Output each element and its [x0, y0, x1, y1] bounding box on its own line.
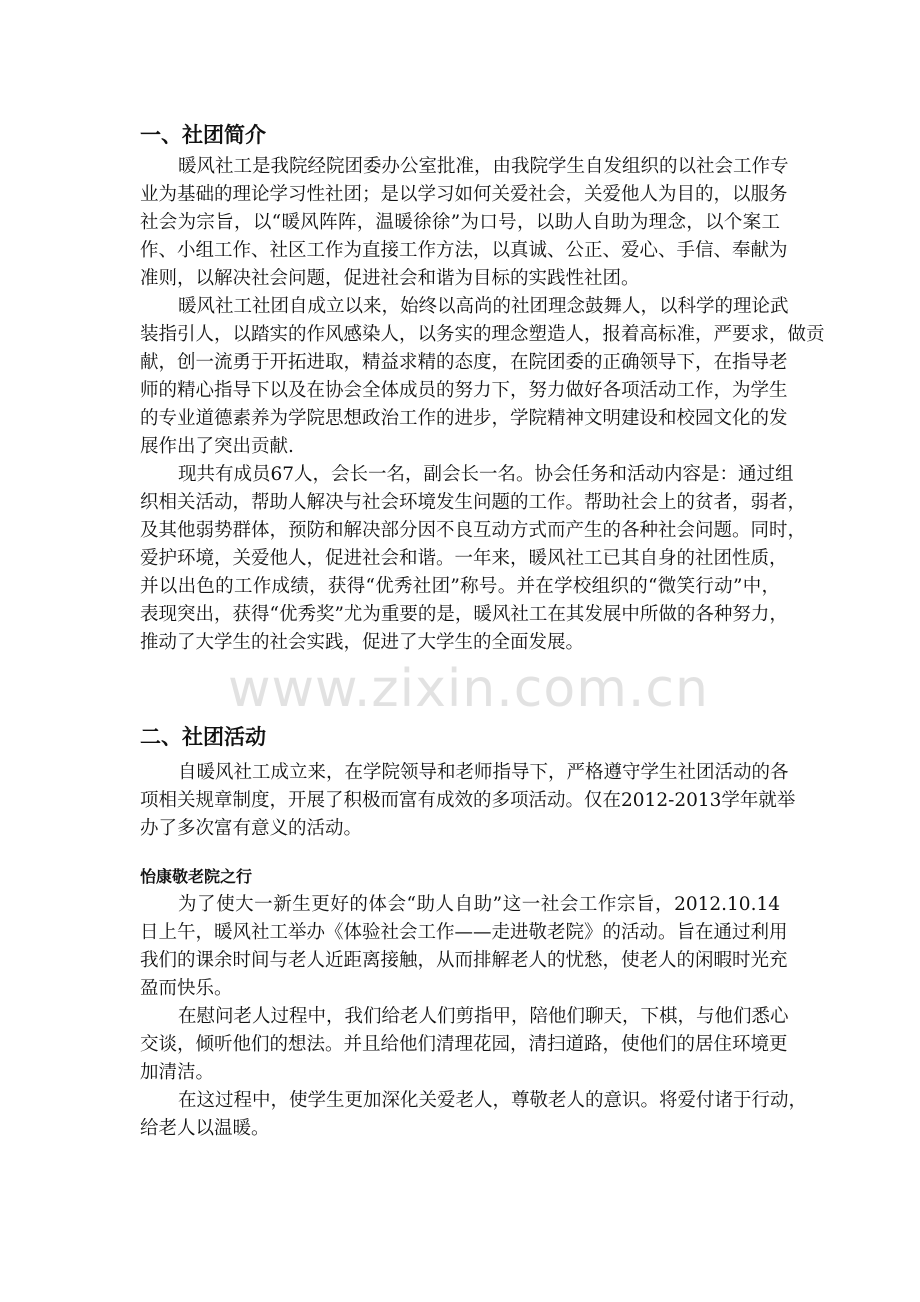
paragraph: [140, 153, 789, 293]
text-line: 给老人以温暖。: [140, 1118, 270, 1139]
text-line: 准则，以解决社会问题，促进社会和谐为目标的实践性社团。: [140, 268, 640, 289]
text-line: 装指引人，以踏实的作风感染人，以务实的理念塑造人，报着高标准，严要求，做贡: [140, 324, 825, 345]
paragraph: [140, 293, 825, 461]
text-line: 在这过程中，使学生更加深化关爱老人，尊敬老人的意识。将爱付诸于行动，: [178, 1090, 808, 1111]
text-line: 自暖风社工成立来，在学院领导和老师指导下，严格遵守学生社团活动的各: [178, 762, 789, 783]
text-line: 暖风社工是我院经院团委办公室批准，由我院学生自发组织的以社会工作专: [178, 156, 789, 177]
section-heading-intro: 一、社团简介: [140, 123, 266, 147]
watermark: www.zixin.com.cn: [228, 659, 709, 719]
text-line: 日上午，暖风社工举办《体验社会工作——走进敬老院》的活动。旨在通过利用: [140, 922, 788, 943]
spacer: [140, 843, 780, 865]
section-heading-activities: 二、社团活动: [140, 725, 266, 749]
paragraph: [140, 461, 807, 657]
paragraph: [140, 759, 796, 843]
paragraph: [140, 1003, 789, 1087]
text-line: 交谈，倾听他们的想法。并且给他们清理花园，清扫道路，使他们的居住环境更: [140, 1034, 788, 1055]
text-line: 我们的课余时间与老人近距离接触，从而排解老人的忧愁，使老人的闲暇时光充: [140, 950, 788, 971]
text-line: 展作出了突出贡献.: [140, 436, 294, 457]
text-line: 并以出色的工作成绩，获得“优秀社团”称号。并在学校组织的“微笑行动”中，: [140, 576, 780, 597]
text-line: 作、小组工作、社区工作为直接工作方法，以真诚、公正、爱心、手信、奉献为: [140, 240, 788, 261]
document-page: [140, 121, 825, 1143]
text-line: 爱护环境，关爱他人，促进社会和谐。一年来，暖风社工已其自身的社团性质，: [140, 548, 788, 569]
text-line: 推动了大学生的社会实践，促进了大学生的全面发展。: [140, 632, 585, 653]
paragraph: [140, 891, 788, 1003]
text-line: 业为基础的理论学习性社团；是以学习如何关爱社会，关爱他人为目的，以服务: [140, 184, 788, 205]
text-line: 献，创一流勇于开拓进取，精益求精的态度，在院团委的正确领导下，在指导老: [140, 352, 788, 373]
text-line: 社会为宗旨，以“暖风阵阵，温暖徐徐”为口号，以助人自助为理念，以个案工: [140, 212, 780, 233]
text-line: 盈而快乐。: [140, 978, 233, 999]
paragraph: [140, 1087, 808, 1143]
text-line: 在慰问老人过程中，我们给老人们剪指甲，陪他们聊天，下棋，与他们悉心: [178, 1006, 789, 1027]
text-line: 现共有成员67人，会长一名，副会长一名。协会任务和活动内容是：通过组: [178, 464, 794, 485]
text-line: 表现突出，获得“优秀奖”尤为重要的是，暖风社工在其发展中所做的各种努力，: [140, 604, 788, 625]
text-line: 织相关活动，帮助人解决与社会环境发生问题的工作。帮助社会上的贫者，弱者，: [140, 492, 807, 513]
text-line: 的专业道德素养为学院思想政治工作的进步，学院精神文明建设和校园文化的发: [140, 408, 788, 429]
text-line: 师的精心指导下以及在协会全体成员的努力下，努力做好各项活动工作，为学生: [140, 380, 788, 401]
text-line: 项相关规章制度，开展了积极而富有成效的多项活动。仅在2012-2013学年就举: [140, 790, 796, 811]
text-line: 加清洁。: [140, 1062, 215, 1083]
text-line: 及其他弱势群体，预防和解决部分因不良互动方式而产生的各种社会问题。同时，: [140, 520, 807, 541]
subheading: 怡康敬老院之行: [140, 867, 253, 886]
text-line: 为了使大一新生更好的体会“助人自助”这一社会工作宗旨，2012.10.14: [178, 894, 780, 915]
text-line: 暖风社工社团自成立以来，始终以高尚的社团理念鼓舞人，以科学的理论武: [178, 296, 789, 317]
text-line: 办了多次富有意义的活动。: [140, 818, 363, 839]
